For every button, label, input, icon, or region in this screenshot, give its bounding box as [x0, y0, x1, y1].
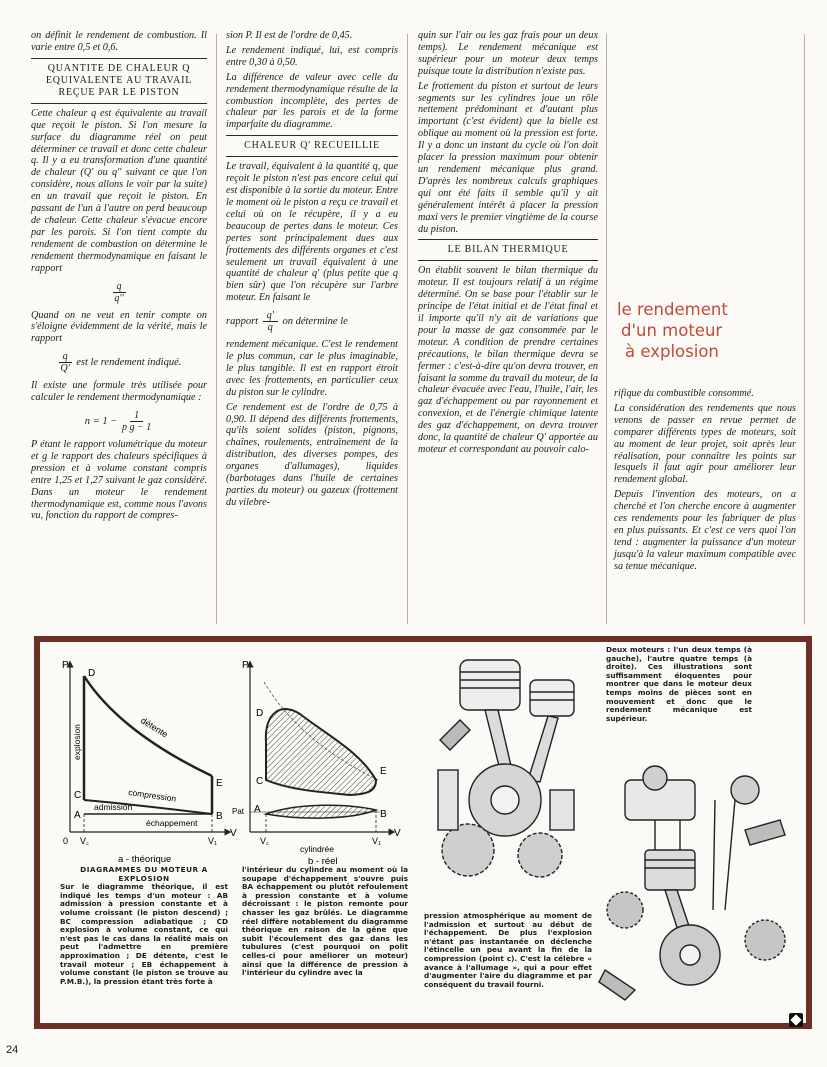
paragraph: Le travail, équivalent à la quantité q, que reçoit le piston n'est pas encore celui qui est disponible à la sortie du moteur. Entre le moment où le piston a reçu ce travail et celui où on le récupère, il y a eu beaucoup de pertes dans le moteur. Ces pertes sont principalement dues aux frottements des différents organes et c'est seulement un travail équivalent à une quantité de chaleur q' (plus petite que q bien sûr) que l'on récupère sur l'arbre moteur. En faisant le: [226, 161, 398, 304]
diagram-b-caption: b - réel: [308, 856, 338, 867]
divider: [226, 156, 398, 157]
label-vc: V꜀: [260, 836, 270, 846]
fraction-denominator: Q': [60, 363, 70, 375]
paragraph: sion P. Il est de l'ordre de 0,45.: [226, 30, 353, 41]
article-title: [617, 299, 787, 362]
caption-engines: [606, 646, 752, 723]
label-patm: Pat: [232, 807, 245, 816]
paragraph: P étant le rapport volumétrique du moteur et g le rapport des chaleurs spécifiques à pression et à volume constant compris entre 1,25 et 1,27 suivant le gaz considéré. Dans un moteur le rendement thermodynamique est, comme nous l'avons vu, fonction du rapport de compres-: [31, 439, 207, 522]
text-column-3: [418, 30, 598, 459]
caption-text: Sur le diagramme théorique, il est indiqué les temps d'un moteur : AB admission à pression constante et à volume croissant (le piston descend) ; BC compression adiabatique ; CD explosion à volume constant, ce qui n'est pas le cas dans la réalité mais on peut l'admettre en première approximation ; DE détente, c'est le travail moteur ; EB échappement à volume constant (le piston se trouve au P.M.B.), la pression étant très forte à: [60, 882, 228, 986]
divider: [418, 239, 598, 240]
caption-diagram-real: [242, 866, 408, 978]
paragraph: La différence de valeur avec celle du rendement thermodynamique résulte de la combustion incomplète, des pertes de chaleur par les parois et de la forme imparfaite du diagramme.: [226, 71, 398, 131]
fraction: [263, 310, 278, 333]
label-v: V: [394, 828, 401, 839]
label-vc: V꜀: [80, 836, 90, 846]
divider: [418, 260, 598, 261]
title-line: le rendement: [617, 300, 728, 319]
fraction-numerator: 1: [130, 410, 143, 422]
caption-title: DIAGRAMMES DU MOTEUR A EXPLOSION: [80, 865, 208, 883]
label-e: E: [380, 766, 387, 777]
label-c: C: [74, 790, 82, 801]
label-p: P: [62, 660, 69, 671]
paragraph: Depuis l'invention des moteurs, on a cherché et l'on cherche encore à augmenter ces rendements pour les fabriquer de plus en plus puissants. Et c'est ce vers quoi l'on tend : augmenter la puissance d'un moteur jusqu'à la valeur maximum compatible avec sa tenue mécanique.: [614, 489, 796, 572]
paragraph: Quand on ne veut en tenir compte on s'éloigne évidemment de la vérité, mais le rapport: [31, 309, 207, 345]
fraction: [113, 281, 126, 304]
label-cylindree: cylindrée: [300, 844, 335, 854]
paragraph: On établit souvent le bilan thermique du moteur. Il est toujours relatif à un régime déterminé. On se base pour l'établir sur le principe de l'état initial et de l'état final et il importe qu'il n'y ait de variations que pour la masse de gaz consommée par le moteur. A condition de prendre certaines précautions, le bilan thermique devra se fermer : c'est-à-dire qu'on devra trouver, en faisant la somme du travail du moteur, de la chaleur évacuée avec l'eau, l'huile, l'air, les gaz d'échappement ou par rayonnement et convexion, et de l'énergie chimique latente des gaz d'échappement, on devra trouver donc, la quantité de chaleur Q' apportée au moteur et correspondant au pouvoir calo-: [418, 265, 598, 455]
caption-advance: [424, 912, 592, 989]
column-rule: [407, 34, 408, 624]
diagram-real: [230, 652, 410, 877]
text-column-2: [226, 30, 398, 512]
paragraph: rendement mécanique. C'est le rendement le plus commun, car le plus imaginable, le plus tangible. Il est en rapport étroit avec les frottements, en particulier ceux du piston sur le cylindre.: [226, 339, 398, 398]
text-column-4: [614, 388, 796, 576]
label-admission: admission: [94, 802, 133, 812]
fraction-denominator: q: [267, 322, 273, 334]
paragraph: Il existe une formule très utilisée pour calculer le rendement thermodynamique :: [31, 380, 207, 404]
pumping-loop: [266, 805, 376, 818]
column-rule: [804, 34, 805, 624]
work-area: [266, 709, 376, 795]
paragraph: Ce rendement est de l'ordre de 0,75 à 0,90. Il dépend des différents frottements, qu'ils soient solides (piston, pignons, chaînes, roulements, entraînement de la distribution, des diverses pompes, des organes d'allumages), liquides (barbotages dans l'huile de certaines parties du moteur) ou gazeux (frottement du vilebre-: [226, 401, 398, 508]
fraction-numerator: q': [263, 310, 278, 322]
label-explosion: explosion: [72, 724, 82, 760]
paragraph: rifique du combustible consommé.: [614, 388, 754, 399]
label-p: P: [242, 660, 249, 671]
title-line: à explosion: [625, 342, 719, 361]
page-number: 24: [6, 1044, 19, 1056]
paragraph: quin sur l'air ou les gaz frais pour un deux temps). Le rendement mécanique est supérieur pour un moteur deux temps puisque toute la distribution n'existe pas.: [418, 30, 598, 77]
fraction-denominator: q'': [114, 292, 124, 304]
caption-text: l'intérieur du cylindre au moment où la soupape d'échappement s'ouvre puis BA échappement ou plutôt refoulement à pression constante et à volume décroissant : le piston remonte pour chasser les gaz brûlés. Le diagramme réel diffère notablement du diagramme théorique en raison de la gêne que subit l'écoulement des gaz dans les tubulures (c'est pourquoi on polit celles-ci pour améliorer un moteur) ainsi que la différence de pression à l'intérieur du cylindre avec la: [242, 865, 408, 978]
column-rule: [606, 34, 607, 624]
illustration-frame: [34, 636, 812, 1029]
fraction-numerator: q: [113, 281, 126, 293]
fraction: [122, 410, 151, 433]
text-column-1: [31, 30, 207, 525]
label-c: C: [256, 776, 264, 787]
paragraph: Le frottement du piston et surtout de leurs segments sur les cylindres joue un rôle nettement prédominant et d'autant plus important (c'est évident) que la bielle est oblique au moment où la pression est forte. Il y a donc un instant du cycle où l'on doit placer la pression maximum pour obtenir un rendement mécanique plus grand. D'après les nombreux calculs graphiques qui ont été faits il semble qu'il y ait généralement intérêt à placer la pression maxi vers le premier vingtième de la course du piston.: [418, 80, 598, 235]
label-d: D: [88, 668, 96, 679]
fraction-denominator: p g − 1: [121, 422, 152, 434]
fraction-formula: [226, 310, 398, 333]
formula-text: on détermine le: [282, 316, 348, 328]
label-v1: V₁: [372, 836, 382, 846]
divider: [31, 103, 207, 104]
thermo-formula: [31, 410, 207, 433]
label-d: D: [256, 708, 264, 719]
formula-text: est le rendement indiqué.: [76, 357, 182, 369]
column-rule: [216, 34, 217, 624]
fraction: [59, 351, 72, 374]
paragraph: Le rendement indiqué, lui, est compris entre 0,30 à 0,50.: [226, 44, 398, 68]
two-stroke-engine-illustration: [430, 650, 580, 900]
diagram-theoretical: [50, 652, 250, 877]
label-a: A: [74, 810, 81, 821]
caption-text: Deux moteurs : l'un deux temps (à gauche), l'autre quatre temps (à droite). Ces illustrations sont suffisamment éloquentes pour montrer que dans le moteur deux temps moins de pièces sont en mouvement et donc que le rendement mécanique est supérieur.: [606, 645, 752, 723]
label-v1: V₁: [208, 836, 218, 846]
label-v: V: [230, 828, 237, 839]
fraction-formula: [31, 351, 207, 374]
label-origin: 0: [63, 836, 69, 846]
divider: [226, 135, 398, 136]
paragraph: on définit le rendement de combustion. Il varie entre 0,5 et 0,6.: [31, 30, 207, 53]
section-heading: LE BILAN THERMIQUE: [447, 244, 569, 256]
caption-diagrams: [60, 866, 228, 986]
fraction-numerator: q: [59, 351, 72, 363]
label-detente: détente: [138, 715, 170, 740]
title-line: d'un moteur: [621, 321, 723, 340]
section-heading: CHALEUR Q' RECUEILLIE: [244, 140, 380, 152]
label-echappement: échappement: [146, 818, 198, 828]
four-stroke-engine-illustration: [595, 760, 795, 1010]
formula-text: rapport: [226, 316, 259, 328]
end-mark-icon: [789, 1013, 803, 1027]
paragraph: La considération des rendements que nous venons de passer en revue permet de comparer différents types de moteurs, soit au moment de leur projet, soit après leur réalisation, pour connaître les points sur lesquels il faut agir pour améliorer leur rendement global.: [614, 402, 796, 486]
caption-text: pression atmosphérique au moment de l'admission et surtout au début de l'échappement. De plus l'explosion n'étant pas instantanée on déclenche l'étincelle un peu avant la fin de la compression (point c). C'est la célèbre « avance à l'allumage », qui a pour effet d'augmenter l'aire du diagramme et par conséquent du travail fourni.: [424, 911, 592, 989]
label-compression: compression: [127, 787, 177, 804]
label-b: B: [380, 809, 387, 820]
diagram-a-caption: a - théorique: [118, 854, 172, 865]
divider: [31, 58, 207, 59]
fraction-formula: [31, 281, 207, 304]
label-a: A: [254, 804, 261, 815]
label-b: B: [216, 811, 223, 822]
paragraph: Cette chaleur q est équivalente au travail que reçoit le piston. Si l'on mesure la surface du diagramme réel on peut déterminer ce travail et donc cette chaleur q. Il y a eu transformation d'une quantité de chaleur (Q' ou q'' suivant ce que l'on considère, nous allons le voir par la suite) en un travail que reçoit le piston. En passant de l'un à l'autre on perd beaucoup de chaleur. Cette chaleur s'évacue encore par les parois. Si l'on tient compte du rendement de combustion on détermine le rendement thermodynamique en faisant le rapport: [31, 107, 207, 274]
formula-lhs: n = 1 −: [84, 415, 118, 427]
section-heading: QUANTITE DE CHALEUR Q EQUIVALENTE AU TRAVAIL REÇUE PAR LE PISTON: [45, 62, 193, 98]
label-e: E: [216, 778, 223, 789]
